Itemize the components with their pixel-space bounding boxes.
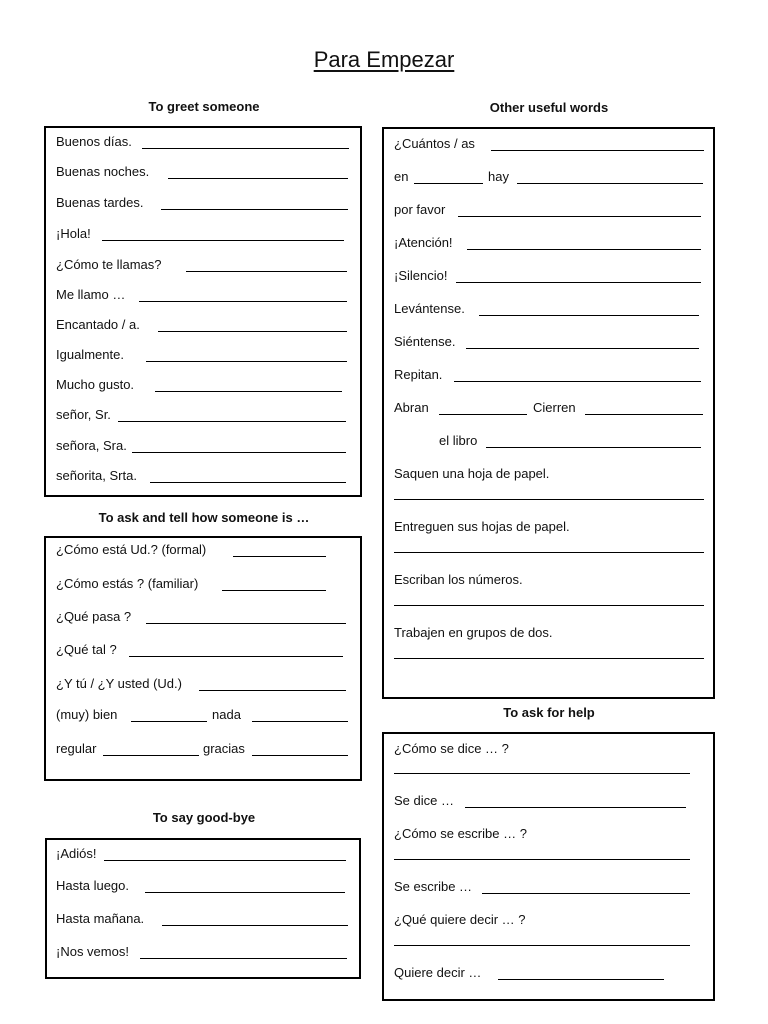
- answer-line[interactable]: [394, 859, 690, 860]
- ask-tell-item: nada: [212, 707, 241, 722]
- answer-line[interactable]: [199, 690, 346, 691]
- greet-item: Me llamo …: [56, 287, 126, 302]
- answer-line[interactable]: [465, 807, 686, 808]
- ask-tell-item: gracias: [203, 741, 245, 756]
- answer-line[interactable]: [131, 721, 207, 722]
- answer-line[interactable]: [104, 860, 346, 861]
- useful-item: ¿Cuántos / as: [394, 136, 475, 151]
- ask-tell-item: regular: [56, 741, 97, 756]
- answer-line[interactable]: [145, 892, 345, 893]
- ask-tell-item: ¿Qué pasa ?: [56, 609, 132, 624]
- goodbye-item: Hasta mañana.: [56, 911, 145, 926]
- answer-line[interactable]: [132, 452, 346, 453]
- greet-item: señor, Sr.: [56, 407, 111, 422]
- useful-item: Escriban los números.: [394, 572, 523, 587]
- useful-item: por favor: [394, 202, 446, 217]
- help-item: Quiere decir …: [394, 965, 482, 980]
- answer-line[interactable]: [222, 590, 326, 591]
- help-item: ¿Cómo se dice … ?: [394, 741, 509, 756]
- answer-line[interactable]: [150, 482, 346, 483]
- useful-item: Abran: [394, 400, 429, 415]
- useful-item: Cierren: [533, 400, 576, 415]
- useful-heading: Other useful words: [489, 100, 609, 115]
- greet-item: Mucho gusto.: [56, 377, 135, 392]
- goodbye-item: ¡Nos vemos!: [56, 944, 129, 959]
- answer-line[interactable]: [439, 414, 527, 415]
- help-item: ¿Qué quiere decir … ?: [394, 912, 526, 927]
- useful-item: Saquen una hoja de papel.: [394, 466, 550, 481]
- answer-line[interactable]: [585, 414, 703, 415]
- greet-item: ¿Cómo te llamas?: [56, 257, 162, 272]
- answer-line[interactable]: [458, 216, 701, 217]
- help-heading: To ask for help: [503, 705, 595, 720]
- answer-line[interactable]: [394, 605, 704, 606]
- answer-line[interactable]: [454, 381, 701, 382]
- answer-line[interactable]: [102, 240, 344, 241]
- answer-line[interactable]: [140, 958, 347, 959]
- greet-item: Igualmente.: [56, 347, 124, 362]
- answer-line[interactable]: [394, 658, 704, 659]
- useful-item: Repitan.: [394, 367, 443, 382]
- greet-item: Buenos días.: [56, 134, 132, 149]
- ask-tell-item: ¿Qué tal ?: [56, 642, 117, 657]
- ask-tell-item: ¿Y tú / ¿Y usted (Ud.): [56, 676, 182, 691]
- useful-item: hay: [488, 169, 509, 184]
- answer-line[interactable]: [394, 552, 704, 553]
- answer-line[interactable]: [394, 773, 690, 774]
- useful-item: el libro: [439, 433, 478, 448]
- answer-line[interactable]: [118, 421, 346, 422]
- answer-line[interactable]: [142, 148, 349, 149]
- answer-line[interactable]: [139, 301, 347, 302]
- greet-item: Encantado / a.: [56, 317, 140, 332]
- answer-line[interactable]: [466, 348, 699, 349]
- useful-item: ¡Atención!: [394, 235, 453, 250]
- answer-line[interactable]: [161, 209, 348, 210]
- goodbye-item: ¡Adiós!: [56, 846, 97, 861]
- useful-item: ¡Silencio!: [394, 268, 448, 283]
- ask-tell-item: ¿Cómo está Ud.? (formal): [56, 542, 207, 557]
- help-item: Se dice …: [394, 793, 454, 808]
- greet-heading: To greet someone: [148, 99, 260, 114]
- answer-line[interactable]: [479, 315, 699, 316]
- answer-line[interactable]: [146, 623, 346, 624]
- greet-item: Buenas tardes.: [56, 195, 144, 210]
- answer-line[interactable]: [394, 945, 690, 946]
- goodbye-heading: To say good-bye: [152, 810, 256, 825]
- answer-line[interactable]: [155, 391, 342, 392]
- answer-line[interactable]: [252, 721, 348, 722]
- answer-line[interactable]: [394, 499, 704, 500]
- help-item: Se escribe …: [394, 879, 473, 894]
- answer-line[interactable]: [486, 447, 701, 448]
- answer-line[interactable]: [498, 979, 664, 980]
- ask-tell-heading: To ask and tell how someone is …: [98, 510, 310, 525]
- answer-line[interactable]: [168, 178, 348, 179]
- ask-tell-item: ¿Cómo estás ? (familiar): [56, 576, 199, 591]
- useful-item: Entreguen sus hojas de papel.: [394, 519, 570, 534]
- answer-line[interactable]: [162, 925, 348, 926]
- greet-item: señora, Sra.: [56, 438, 127, 453]
- answer-line[interactable]: [482, 893, 690, 894]
- answer-line[interactable]: [467, 249, 701, 250]
- answer-line[interactable]: [186, 271, 347, 272]
- answer-line[interactable]: [129, 656, 343, 657]
- answer-line[interactable]: [491, 150, 704, 151]
- answer-line[interactable]: [414, 183, 483, 184]
- greet-item: Buenas noches.: [56, 164, 150, 179]
- page-title: Para Empezar: [313, 47, 455, 72]
- answer-line[interactable]: [158, 331, 347, 332]
- greet-item: ¡Hola!: [56, 226, 91, 241]
- useful-item: Siéntense.: [394, 334, 456, 349]
- useful-item: Trabajen en grupos de dos.: [394, 625, 553, 640]
- answer-line[interactable]: [252, 755, 348, 756]
- ask-tell-item: (muy) bien: [56, 707, 118, 722]
- greet-item: señorita, Srta.: [56, 468, 137, 483]
- answer-line[interactable]: [146, 361, 347, 362]
- answer-line[interactable]: [233, 556, 326, 557]
- answer-line[interactable]: [103, 755, 199, 756]
- help-item: ¿Cómo se escribe … ?: [394, 826, 527, 841]
- answer-line[interactable]: [456, 282, 701, 283]
- goodbye-item: Hasta luego.: [56, 878, 129, 893]
- useful-item: Levántense.: [394, 301, 465, 316]
- answer-line[interactable]: [517, 183, 703, 184]
- useful-item: en: [394, 169, 409, 184]
